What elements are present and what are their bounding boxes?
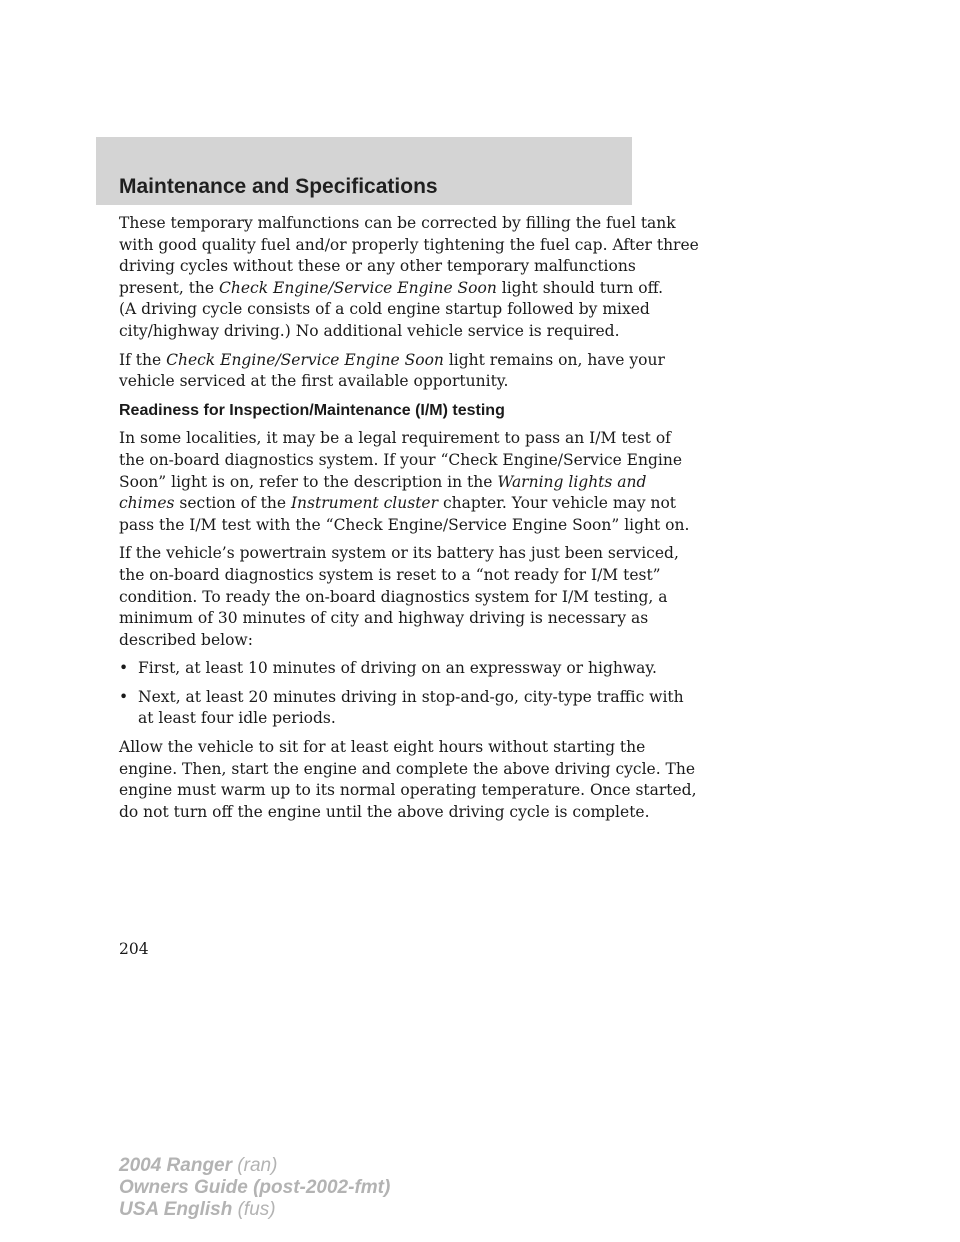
text-line: condition. To ready the on-board diagnostics system for I/M testing, a xyxy=(119,587,668,606)
paragraph xyxy=(119,213,699,343)
indicator-name: Check Engine/Service Engine Soon xyxy=(219,278,497,297)
subsection-heading: Readiness for Inspection/Maintenance (I/M) testing xyxy=(119,401,505,419)
text-line: chimes section of the Instrument cluster chapter. Your vehicle may not xyxy=(119,494,677,513)
paragraph xyxy=(119,737,697,823)
bullet-icon: • xyxy=(119,687,129,706)
text-line: engine must warm up to its normal operating temperature. Once started, xyxy=(119,781,697,800)
text-line: If the Check Engine/Service Engine Soon light remains on, have your xyxy=(119,350,665,369)
footer-line: USA English (fus) xyxy=(119,1199,276,1220)
paragraph xyxy=(119,543,679,651)
bullet-icon: • xyxy=(119,659,129,678)
section-title: Maintenance and Specifications xyxy=(119,175,438,198)
text-line: driving cycles without these or any other temporary malfunctions xyxy=(119,257,636,276)
text-line: at least four idle periods. xyxy=(138,709,336,728)
cross-reference: Instrument cluster xyxy=(290,494,439,513)
text-line: vehicle serviced at the first available opportunity. xyxy=(119,372,509,391)
text-line: If the vehicle’s powertrain system or its battery has just been serviced, xyxy=(119,544,679,563)
cross-reference: chimes xyxy=(119,494,175,513)
text-line: present, the Check Engine/Service Engine Soon light should turn off. xyxy=(119,278,664,297)
text-line: Next, at least 20 minutes driving in stop-and-go, city-type traffic with xyxy=(138,687,684,706)
text-line: engine. Then, start the engine and complete the above driving cycle. The xyxy=(119,759,696,778)
footer-line: 2004 Ranger (ran) xyxy=(119,1155,278,1176)
text-line: Soon” light is on, refer to the description in the Warning lights and xyxy=(119,472,647,491)
indicator-name: Check Engine/Service Engine Soon xyxy=(166,350,444,369)
paragraph xyxy=(119,428,690,536)
text-line: minimum of 30 minutes of city and highway driving is necessary as xyxy=(119,609,649,628)
text-line: (A driving cycle consists of a cold engine startup followed by mixed xyxy=(119,300,650,319)
text-line: Allow the vehicle to sit for at least eight hours without starting the xyxy=(119,738,646,757)
text-line: First, at least 10 minutes of driving on an expressway or highway. xyxy=(138,659,657,678)
paragraph xyxy=(119,350,665,393)
footer-line: Owners Guide (post-2002-fmt) xyxy=(119,1177,391,1198)
list-item xyxy=(119,658,657,680)
document-footer xyxy=(119,1155,390,1221)
text-line: city/highway driving.) No additional vehicle service is required. xyxy=(119,321,620,340)
text-line: In some localities, it may be a legal requirement to pass an I/M test of xyxy=(119,429,671,448)
text-line: with good quality fuel and/or properly tightening the fuel cap. After three xyxy=(119,235,699,254)
text-line: the on-board diagnostics system is reset to a “not ready for I/M test” xyxy=(119,565,661,584)
text-line: do not turn off the engine until the above driving cycle is complete. xyxy=(119,802,650,821)
cross-reference: Warning lights and xyxy=(497,472,647,491)
text-line: described below: xyxy=(119,630,253,649)
text-line: the on-board diagnostics system. If your “Check Engine/Service Engine xyxy=(119,450,683,469)
body-text xyxy=(119,213,699,830)
text-line: These temporary malfunctions can be corrected by filling the fuel tank xyxy=(119,214,676,232)
page-number: 204 xyxy=(119,940,149,958)
list-item xyxy=(119,687,684,730)
text-line: pass the I/M test with the “Check Engine/Service Engine Soon” light on. xyxy=(119,515,690,534)
